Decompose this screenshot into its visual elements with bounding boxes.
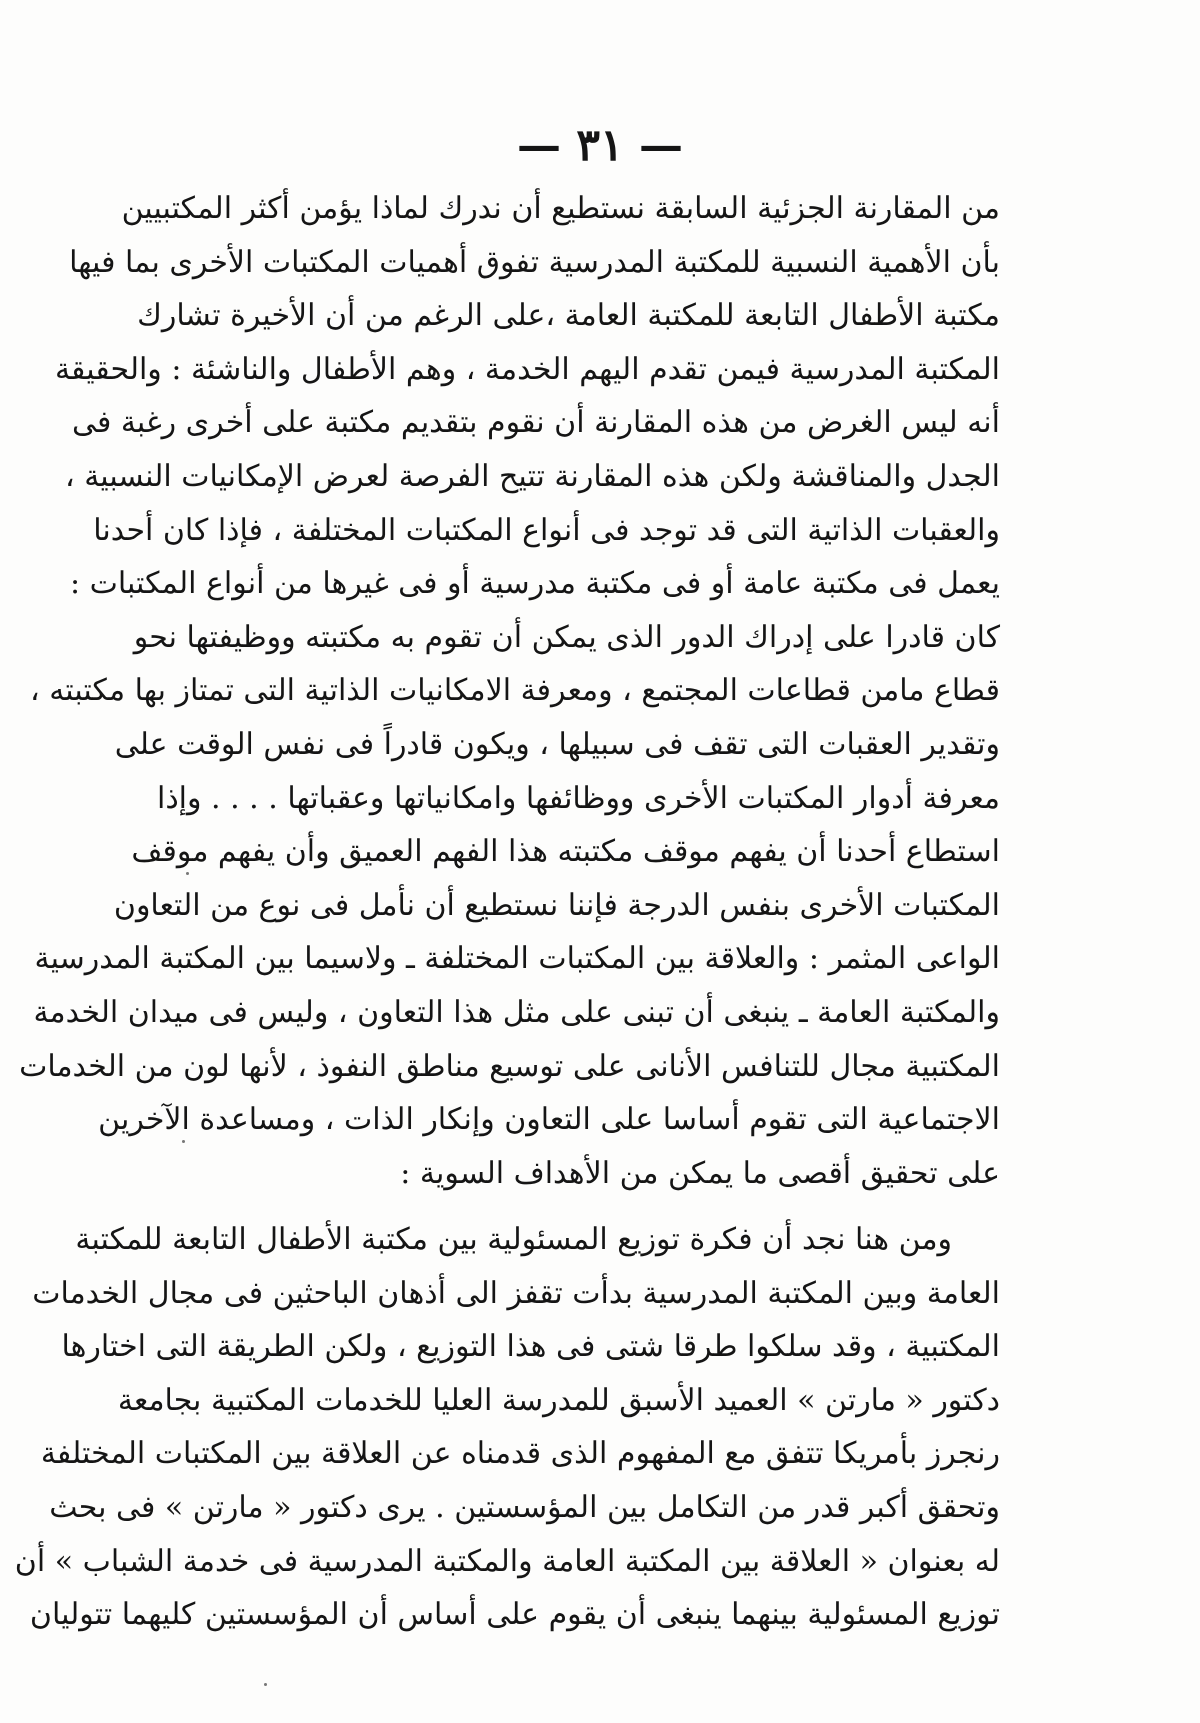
text-line: بأن الأهمية النسبية للمكتبة المدرسية تفوق أهميات المكتبات الأخرى بما فيها	[69, 244, 1000, 280]
text-line: المكتبات الأخرى بنفس الدرجة فإننا نستطيع أن نأمل فى نوع من التعاون	[113, 887, 1000, 923]
text-line: معرفة أدوار المكتبات الأخرى ووظائفها وامكانياتها وعقباتها . . . . وإذا	[156, 780, 1000, 816]
text-line: على تحقيق أقصى ما يمكن من الأهداف السوية :	[400, 1155, 1000, 1191]
text-line: المكتبية ، وقد سلكوا طرقا شتى فى هذا التوزيع ، ولكن الطريقة التى اختارها	[61, 1329, 1000, 1365]
print-speck	[182, 1140, 185, 1143]
paragraph-1	[19, 182, 1000, 1200]
print-speck	[186, 872, 189, 875]
text-line: دكتور « مارتن » العميد الأسبق للمدرسة العليا للخدمات المكتبية بجامعة	[117, 1382, 1000, 1418]
text-line: ومن هنا نجد أن فكرة توزيع المسئولية بين مكتبة الأطفال التابعة للمكتبة	[75, 1222, 952, 1257]
text-line: من المقارنة الجزئية السابقة نستطيع أن ندرك لماذا يؤمن أكثر المكتبيين	[121, 191, 1000, 226]
paragraph-2	[14, 1213, 1000, 1642]
text-line: المكتبية مجال للتنافس الأنانى على توسيع مناطق النفوذ ، لأنها لون من الخدمات	[19, 1048, 1000, 1084]
page-number: — ٣١ —	[517, 120, 683, 171]
text-line: يعمل فى مكتبة عامة أو فى مكتبة مدرسية أو فى غيرها من أنواع المكتبات :	[69, 566, 1000, 602]
text-line: الاجتماعية التى تقوم أساسا على التعاون وإنكار الذات ، ومساعدة الآخرين	[98, 1102, 1000, 1138]
text-line: أنه ليس الغرض من هذه المقارنة أن نقوم بتقديم مكتبة على أخرى رغبة فى	[71, 405, 1000, 441]
text-line: قطاع مامن قطاعات المجتمع ، ومعرفة الامكانيات الذاتية التى تمتاز بها مكتبته ،	[30, 673, 1000, 709]
text-line: توزيع المسئولية بينهما ينبغى أن يقوم على أساس أن المؤسستين كليهما تتوليان	[29, 1597, 1000, 1633]
text-line: والمكتبة العامة ـ ينبغى أن تبنى على مثل هذا التعاون ، وليس فى ميدان الخدمة	[33, 994, 1000, 1030]
text-line: والعقبات الذاتية التى قد توجد فى أنواع المكتبات المختلفة ، فإذا كان أحدنا	[93, 512, 1000, 548]
text-line: وتقدير العقبات التى تقف فى سبيلها ، ويكون قادراً فى نفس الوقت على	[114, 726, 1000, 762]
text-line: الواعى المثمر : والعلاقة بين المكتبات المختلفة ـ ولاسيما بين المكتبة المدرسية	[34, 941, 1000, 977]
text-line: رنجرز بأمريكا تتفق مع المفهوم الذى قدمناه عن العلاقة بين المكتبات المختلفة	[40, 1436, 1000, 1472]
text-line: الجدل والمناقشة ولكن هذه المقارنة تتيح الفرصة لعرض الإمكانيات النسبية ،	[65, 458, 1000, 494]
text-line: كان قادرا على إدراك الدور الذى يمكن أن تقوم به مكتبته ووظيفتها نحو	[133, 619, 1000, 655]
text-line: العامة وبين المكتبة المدرسية بدأت تقفز الى أذهان الباحثين فى مجال الخدمات	[32, 1275, 1000, 1311]
print-speck	[264, 1683, 267, 1686]
text-line: استطاع أحدنا أن يفهم موقف مكتبته هذا الفهم العميق وأن يفهم موقف	[131, 834, 1000, 870]
text-line: المكتبة المدرسية فيمن تقدم اليهم الخدمة ، وهم الأطفال والناشئة : والحقيقة	[54, 351, 1000, 387]
text-line: وتحقق أكبر قدر من التكامل بين المؤسستين . يرى دكتور « مارتن » فى بحث	[49, 1489, 1000, 1525]
text-line: له بعنوان « العلاقة بين المكتبة العامة والمكتبة المدرسية فى خدمة الشباب » أن	[14, 1543, 1000, 1579]
text-line: مكتبة الأطفال التابعة للمكتبة العامة ،على الرغم من أن الأخيرة تشارك	[137, 298, 1000, 334]
